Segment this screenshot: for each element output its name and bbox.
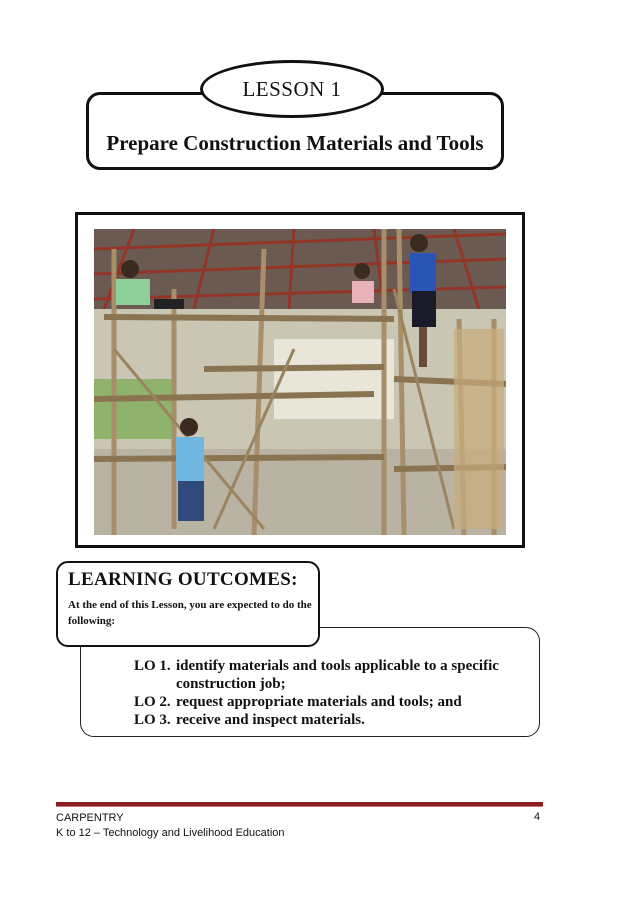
lesson-title: Prepare Construction Materials and Tools [106, 131, 484, 155]
list-item [134, 711, 506, 729]
learning-outcomes-list [134, 657, 506, 729]
footer-subject: CARPENTRY [56, 812, 124, 824]
lo-text: request appropriate materials and tools; and [176, 694, 462, 710]
learning-outcomes-heading: LEARNING OUTCOMES: [68, 569, 298, 590]
footer-program: K to 12 – Technology and Livelihood Education [56, 827, 285, 839]
lo-code: LO 2. [134, 694, 171, 710]
footer-rule [56, 802, 543, 806]
learning-outcomes-intro: At the end of this Lesson, you are expected to do the following: [68, 599, 312, 627]
lo-code: LO 3. [134, 712, 171, 728]
list-item [134, 693, 506, 711]
page-number: 4 [534, 811, 541, 823]
lo-code: LO 1. [134, 658, 171, 674]
construction-scaffold-photo [94, 229, 506, 535]
lesson-label: LESSON 1 [242, 76, 342, 101]
list-item [134, 657, 506, 693]
learning-outcomes-header-box [56, 561, 320, 647]
footer-info [56, 811, 285, 841]
construction-photo-frame [75, 212, 525, 548]
lesson-number-oval [200, 60, 384, 118]
lo-text: receive and inspect materials. [176, 712, 365, 728]
lo-text: identify materials and tools applicable to a specific construction job; [176, 658, 499, 692]
